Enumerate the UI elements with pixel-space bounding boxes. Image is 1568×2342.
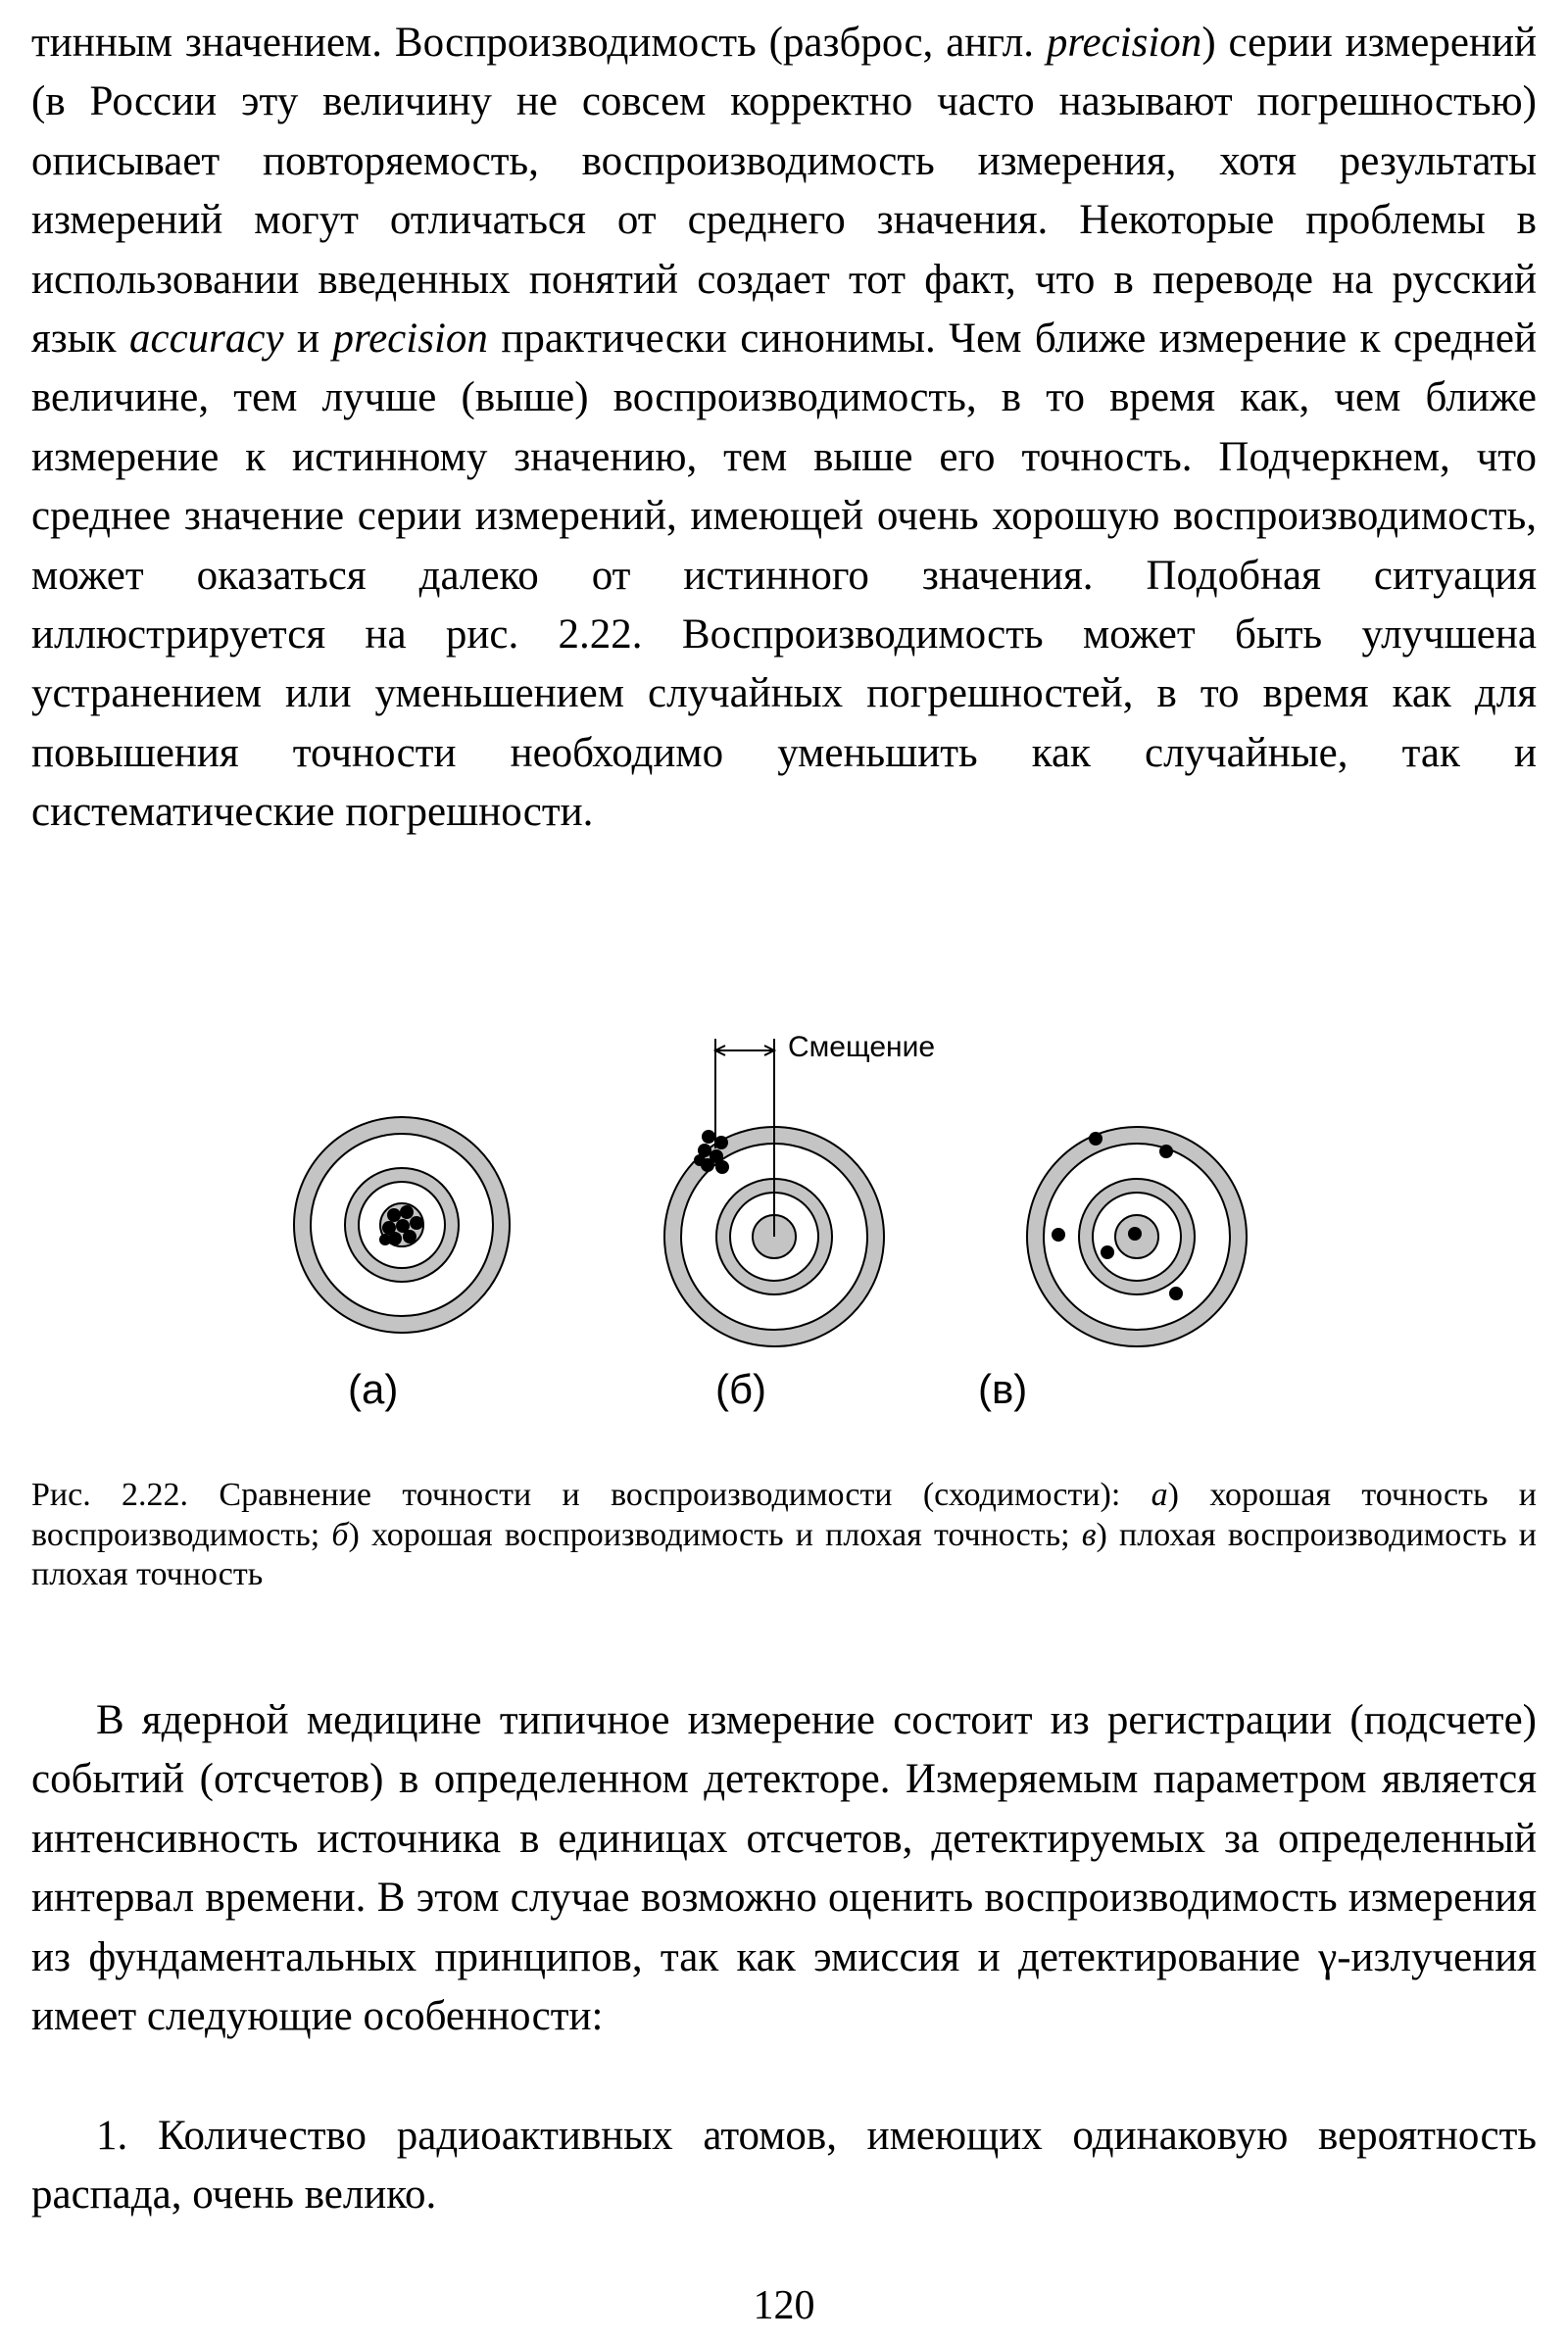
- hit: [387, 1208, 401, 1222]
- figure-targets: [265, 1019, 1303, 1440]
- term-accuracy: accuracy: [128, 316, 284, 363]
- hit: [1089, 1132, 1102, 1146]
- caption-item-letter: а: [1151, 1477, 1168, 1513]
- caption-text: ) хорошая воспроизводимость и плохая точность;: [348, 1516, 1082, 1553]
- offset-label: Смещение: [788, 1031, 936, 1063]
- hit: [403, 1230, 416, 1244]
- panel-label-b: (б): [715, 1366, 767, 1412]
- paragraph-nuclear-medicine: В ядерной медицине типичное измерение состоит из регистрации (подсчете) событий (отсчетов) в определенном детекторе. Измеряемым параметром является интенсивность источника в единицах отсчетов, детектируемых за определенный интервал времени. В этом случае возможно оценить воспроизводимость измерения из фундаментальных принципов, так как эмиссия и детектирование γ-излучения имеет следующие особенности:: [31, 1697, 1537, 2040]
- hit: [694, 1154, 706, 1166]
- hit: [715, 1160, 729, 1174]
- text-run: и: [283, 316, 333, 363]
- panel-label-c: (в): [978, 1366, 1028, 1412]
- caption-text: ) хорошая точность и воспроизводимость;: [31, 1477, 1537, 1553]
- paragraph-precision-definition: [31, 14, 1537, 843]
- caption-text: Рис. 2.22. Сравнение точности и воспроизводимости (сходимости):: [31, 1477, 1152, 1513]
- caption-item-letter: б: [331, 1516, 349, 1553]
- term-precision: precision: [1046, 20, 1202, 66]
- hit: [410, 1216, 423, 1230]
- hit: [400, 1205, 414, 1219]
- figure-caption: [31, 1476, 1537, 1595]
- hit: [702, 1130, 715, 1144]
- paragraph-list-item-1: 1. Количество радиоактивных атомов, имеющих одинаковую вероятность распада, очень велико.: [31, 2113, 1537, 2219]
- page-number: 120: [753, 2283, 815, 2328]
- target-a: [294, 1117, 510, 1333]
- hit: [1169, 1287, 1183, 1300]
- panel-label-a: (а): [348, 1366, 399, 1412]
- target-c: [1027, 1127, 1247, 1346]
- targets-illustration: [265, 1019, 1303, 1440]
- text-run: практически синонимы. Чем ближе измерение к средней величине, тем лучше (выше) воспроизводимость, в то время как, чем ближе измерение к истинному значению, тем выше его точность. Подчеркнем, что среднее значение серии измерений, имеющей очень хорошую воспроизводимость, может оказаться далеко от истинного значения. Подобная ситуация иллюстрируется на рис. 2.22. Воспроизводимость может быть улучшена устранением или уменьшением случайных погрешностей, в то время как для повышения точности необходимо уменьшить как случайные, так и систематические погрешности.: [31, 316, 1538, 836]
- hit: [1159, 1145, 1173, 1158]
- caption-text: ) плохая воспроизводимость и плохая точность: [31, 1516, 1537, 1592]
- target-b: [664, 1031, 935, 1346]
- text-run: тинным значением. Воспроизводимость (разброс, англ.: [31, 20, 1047, 66]
- hit: [379, 1234, 391, 1245]
- caption-item-letter: в: [1081, 1516, 1097, 1553]
- hit: [714, 1136, 728, 1149]
- term-precision: precision: [332, 316, 488, 363]
- text-run: ) серии измерений (в России эту величину не совсем корректно часто называют погрешностью) описывает повторяемость, воспроизводимость измерения, хотя результаты измерений могут отличаться от среднего значения. Некоторые проблемы в использовании введенных понятий создает тот факт, что в переводе на русский язык: [31, 20, 1537, 363]
- hit: [1128, 1227, 1142, 1241]
- hit: [1101, 1245, 1114, 1259]
- hit: [1052, 1228, 1065, 1242]
